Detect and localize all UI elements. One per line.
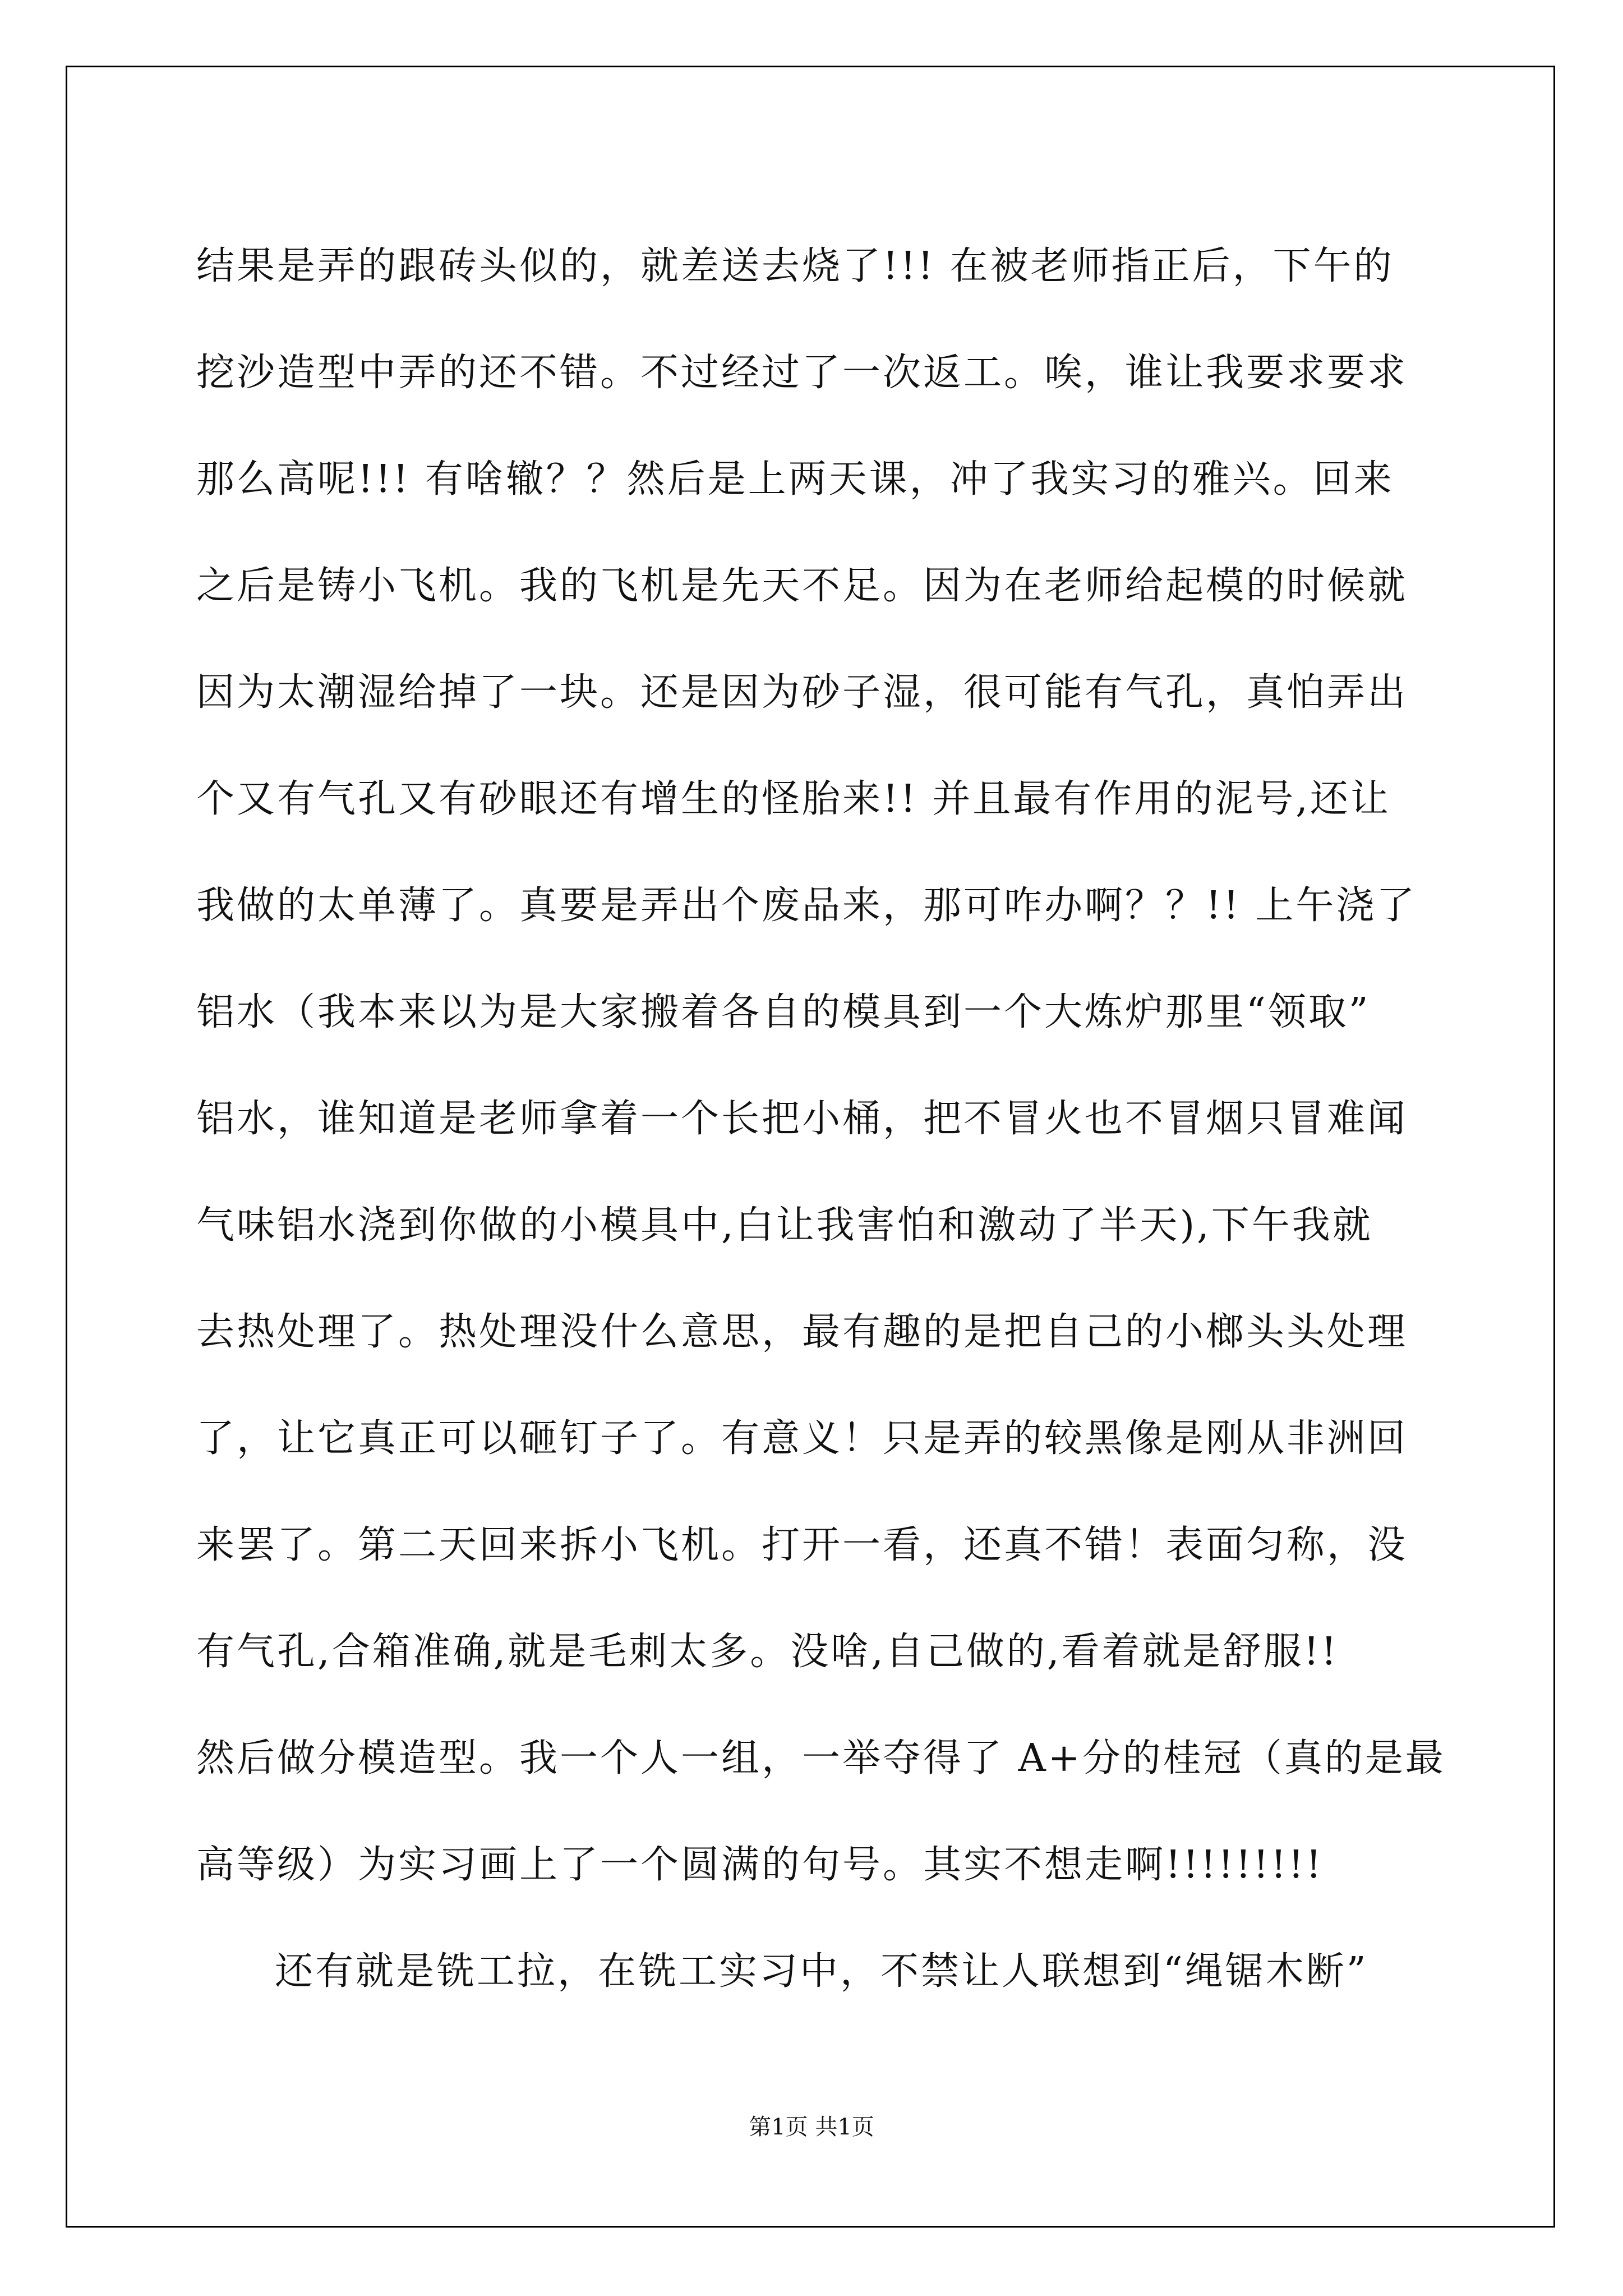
- document-body: [196, 213, 1446, 2025]
- text-line: 个又有气孔又有砂眼还有增生的怪胎来!! 并且最有作用的泥号,还让: [196, 777, 1391, 821]
- text-line: 来罢了。第二天回来拆小飞机。打开一看，还真不错！表面匀称，没: [196, 1523, 1408, 1567]
- text-line: 了，让它真正可以砸钉子了。有意义！只是弄的较黑像是刚从非洲回: [196, 1416, 1408, 1461]
- paragraph-start-line: 还有就是铣工拉，在铣工实习中，不禁让人联想到“绳锯木断”: [275, 1949, 1368, 1994]
- text-line: 挖沙造型中弄的还不错。不过经过了一次返工。唉，谁让我要求要求: [196, 351, 1408, 395]
- text-line: 我做的太单薄了。真要是弄出个废品来，那可咋办啊？？!! 上午浇了: [196, 884, 1417, 928]
- text-line: 高等级）为实习画上了一个圆满的句号。其实不想走啊!!!!!!!!!: [196, 1843, 1324, 1887]
- text-line: 然后做分模造型。我一个人一组，一举夺得了 A+分的桂冠（真的是最: [196, 1736, 1446, 1780]
- text-line: 因为太潮湿给掉了一块。还是因为砂子湿，很可能有气孔，真怕弄出: [196, 670, 1408, 715]
- text-line: 去热处理了。热处理没什么意思，最有趣的是把自己的小榔头头处理: [196, 1310, 1408, 1354]
- text-line: 结果是弄的跟砖头似的，就差送去烧了!!! 在被老师指正后，下午的: [196, 244, 1394, 288]
- text-line: 气味铝水浇到你做的小模具中,白让我害怕和激动了半天),下午我就: [196, 1203, 1373, 1248]
- text-line: 那么高呢!!! 有啥辙？？然后是上两天课，冲了我实习的雅兴。回来: [196, 457, 1394, 501]
- text-line: 有气孔,合箱准确,就是毛刺太多。没啥,自己做的,看着就是舒服!!: [196, 1630, 1339, 1674]
- text-line: 铝水，谁知道是老师拿着一个长把小桶，把不冒火也不冒烟只冒难闻: [196, 1097, 1408, 1141]
- text-line: 之后是铸小飞机。我的飞机是先天不足。因为在老师给起模的时候就: [196, 564, 1408, 608]
- text-line: 铝水（我本来以为是大家搬着各自的模具到一个大炼炉那里“领取”: [196, 990, 1371, 1034]
- page-number-footer: 第1页 共1页: [749, 2114, 874, 2140]
